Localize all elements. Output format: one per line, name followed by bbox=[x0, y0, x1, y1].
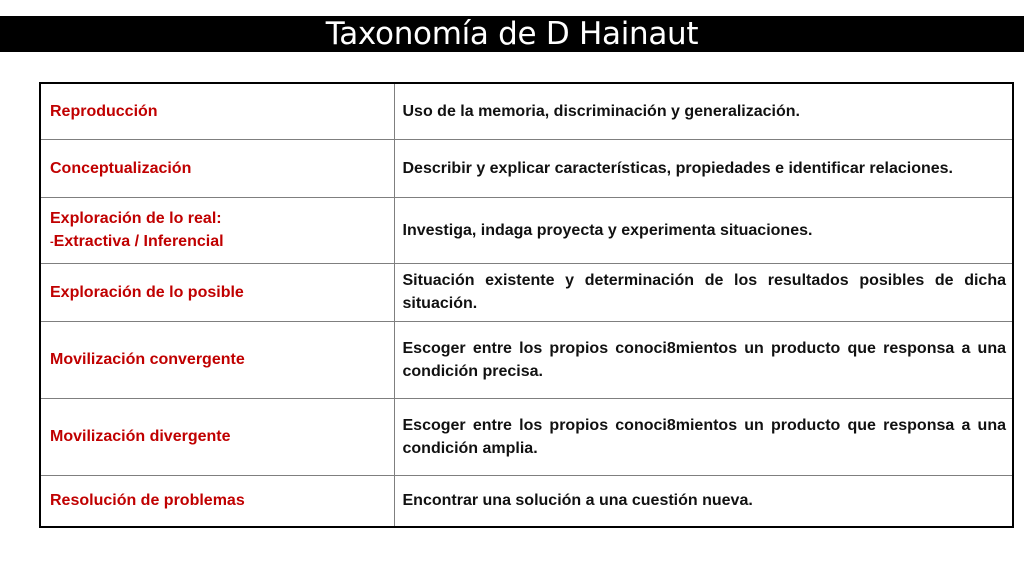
description-cell: Describir y explicar características, propiedades e identificar relaciones. bbox=[394, 139, 1013, 197]
taxonomy-table bbox=[39, 82, 1014, 528]
description-cell: Situación existente y determinación de los resultados posibles de dicha situación. bbox=[394, 263, 1013, 321]
table-row bbox=[40, 398, 1013, 475]
table-row bbox=[40, 83, 1013, 139]
table-row bbox=[40, 263, 1013, 321]
level-cell: Reproducción bbox=[40, 83, 394, 139]
level-cell: Resolución de problemas bbox=[40, 475, 394, 527]
level-cell: Movilización convergente bbox=[40, 321, 394, 398]
table-row bbox=[40, 139, 1013, 197]
level-cell: Exploración de lo posible bbox=[40, 263, 394, 321]
level-subtitle-text: Extractiva / Inferencial bbox=[53, 232, 224, 250]
table-row bbox=[40, 197, 1013, 263]
level-title: Exploración de lo real: bbox=[50, 209, 222, 227]
level-cell: Movilización divergente bbox=[40, 398, 394, 475]
description-cell: Investiga, indaga proyecta y experimenta situaciones. bbox=[394, 197, 1013, 263]
table-row bbox=[40, 475, 1013, 527]
slide-title: Taxonomía de D Hainaut bbox=[325, 16, 699, 52]
table-row bbox=[40, 321, 1013, 398]
sub-dash: - bbox=[50, 235, 54, 248]
description-cell: Encontrar una solución a una cuestión nueva. bbox=[394, 475, 1013, 527]
description-cell: Uso de la memoria, discriminación y generalización. bbox=[394, 83, 1013, 139]
level-cell: Conceptualización bbox=[40, 139, 394, 197]
description-cell: Escoger entre los propios conoci8mientos un producto que responsa a una condición precisa. bbox=[394, 321, 1013, 398]
description-cell: Escoger entre los propios conoci8mientos un producto que responsa a una condición amplia. bbox=[394, 398, 1013, 475]
level-subtitle bbox=[50, 230, 387, 254]
level-cell bbox=[40, 197, 394, 263]
